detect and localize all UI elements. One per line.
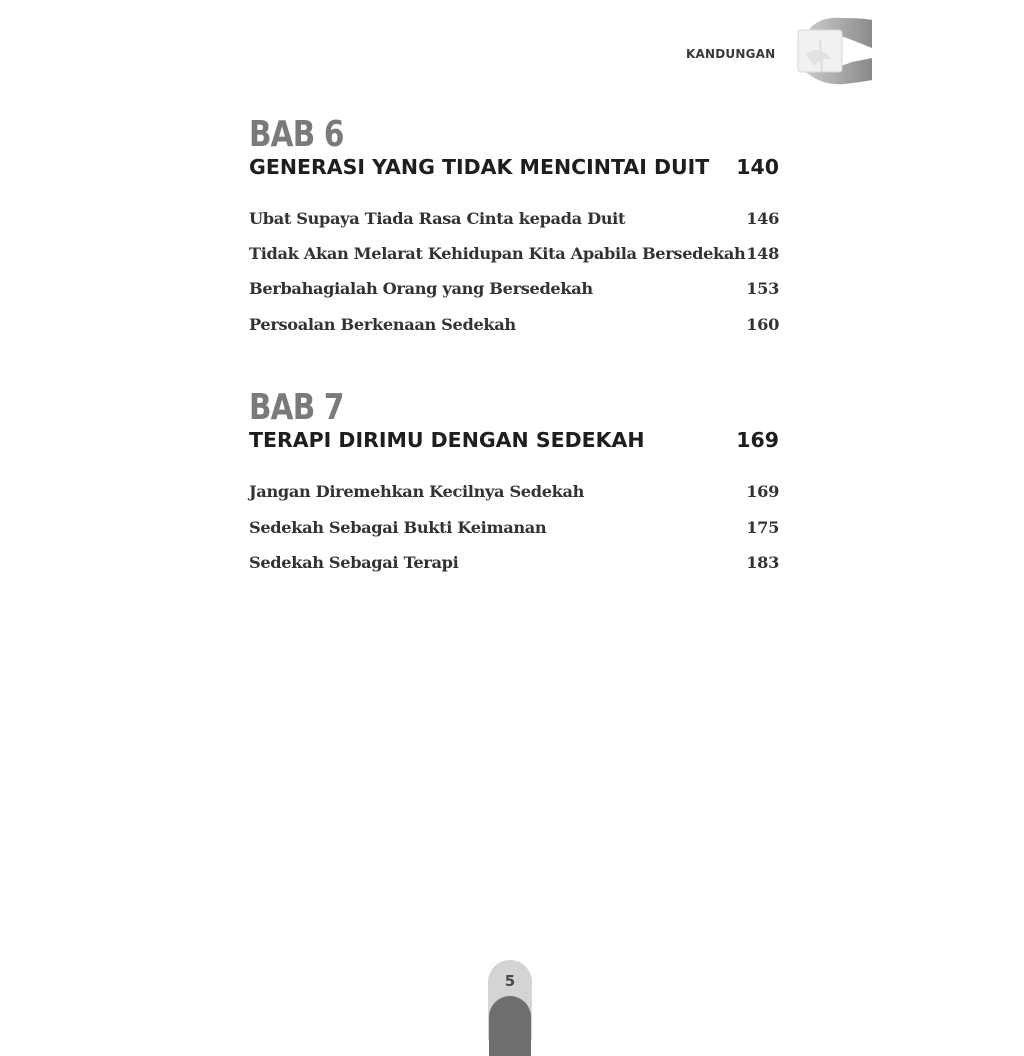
- toc-entry[interactable]: [249, 555, 779, 571]
- chapter-title: GENERASI YANG TIDAK MENCINTAI DUIT: [249, 155, 710, 179]
- chapter-6-label: BAB 6: [249, 114, 344, 155]
- entry-page: 146: [746, 209, 779, 228]
- chapter-7-label: BAB 7: [249, 387, 344, 428]
- entry-page: 153: [746, 279, 779, 298]
- running-head: KANDUNGAN: [686, 47, 776, 61]
- chapter-6-heading[interactable]: [249, 157, 779, 178]
- chapter-title: TERAPI DIRIMU DENGAN SEDEKAH: [249, 428, 645, 452]
- page-number: 5: [504, 972, 516, 990]
- hands-holding-gift-illustration: [792, 10, 872, 90]
- toc-entry[interactable]: [249, 484, 779, 500]
- toc-entry[interactable]: [249, 211, 779, 227]
- entry-title: Berbahagialah Orang yang Bersedekah: [249, 279, 593, 298]
- entry-title: Sedekah Sebagai Terapi: [249, 553, 459, 572]
- entry-page: 175: [746, 518, 779, 537]
- chapter-page: 140: [736, 155, 779, 179]
- toc-entry[interactable]: [249, 317, 779, 333]
- entry-title: Tidak Akan Melarat Kehidupan Kita Apabila Bersedekah: [249, 244, 746, 263]
- page-number-tab: [488, 960, 532, 1040]
- entry-page: 169: [746, 482, 779, 501]
- entry-title: Sedekah Sebagai Bukti Keimanan: [249, 518, 547, 537]
- entry-title: Ubat Supaya Tiada Rasa Cinta kepada Duit: [249, 209, 626, 228]
- hands-holding-gift-icon: [792, 10, 872, 90]
- toc-entry[interactable]: [249, 520, 779, 536]
- chapter-page: 169: [736, 428, 779, 452]
- toc-entry[interactable]: [249, 281, 779, 297]
- toc-entry[interactable]: [249, 246, 779, 262]
- page-tab-marker: [489, 996, 531, 1056]
- entry-title: Jangan Diremehkan Kecilnya Sedekah: [249, 482, 585, 501]
- entry-title: Persoalan Berkenaan Sedekah: [249, 315, 516, 334]
- chapter-7-heading[interactable]: [249, 430, 779, 451]
- entry-page: 148: [746, 244, 779, 263]
- entry-page: 160: [746, 315, 779, 334]
- entry-page: 183: [746, 553, 779, 572]
